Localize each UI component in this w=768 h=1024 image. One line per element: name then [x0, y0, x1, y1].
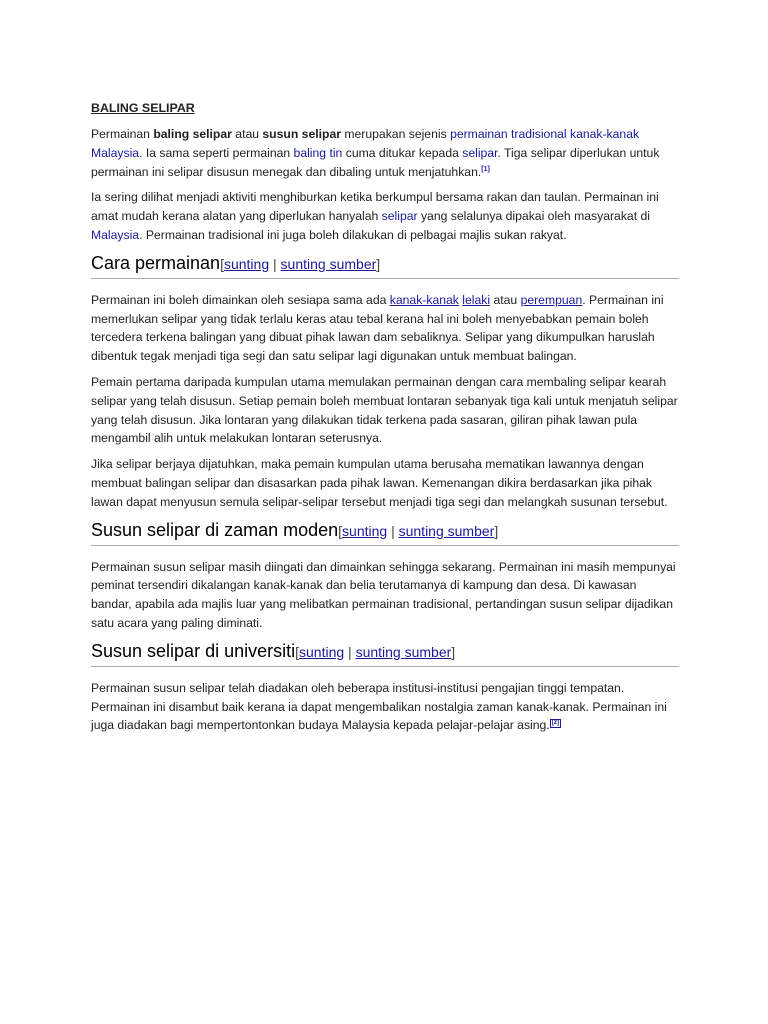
heading-text: Susun selipar di zaman moden	[91, 519, 339, 540]
text: Permainan	[91, 127, 154, 141]
cara-paragraph-1	[91, 291, 679, 366]
text: . Permainan tradisional ini juga boleh dilakukan di pelbagai majlis sukan rakyat.	[139, 227, 567, 242]
cara-paragraph-2: Pemain pertama daripada kumpulan utama memulakan permainan dengan cara membaling selipar kearah selipar yang telah disusun. Setiap pemain boleh membuat lontaran sebanyak tiga kali untuk menjatuh selipar yang telah disusun. Jika lontaran yang dilakukan tidak terkena pada sasaran, giliran pihak lawan pula mengambil alih untuk melakukan lontaran seterusnya.	[91, 374, 678, 446]
bold-term-baling-selipar: baling selipar	[153, 127, 232, 141]
edit-links	[295, 644, 455, 660]
text: cuma ditukar kepada	[342, 145, 463, 160]
edit-source-link[interactable]: sunting sumber	[355, 643, 452, 660]
link-perempuan[interactable]: perempuan	[520, 292, 583, 307]
link-malaysia[interactable]: Malaysia	[91, 227, 140, 242]
link-lelaki[interactable]: lelaki	[462, 292, 491, 307]
reference-2[interactable]: [2]	[551, 720, 560, 727]
intro-paragraph-1	[91, 125, 679, 181]
article-body	[91, 99, 679, 742]
bold-term-susun-selipar: susun selipar	[262, 127, 341, 141]
text: . Permainan ini memerlukan selipar yang tidak terlalu keras atau tebal kerana hal ini boleh menyebabkan pemain boleh tercedera terkena balingan yang dibuat pihak lawan dam sebaliknya. Selipar yang dikumpulkan haruslah dibentuk tegak menjadi tiga segi dan satu selipar lagi digunakan untuk membuat balingan.	[91, 292, 664, 364]
bracket: ]	[376, 255, 381, 272]
edit-links	[338, 523, 498, 539]
text: Permainan susun selipar telah diadakan oleh beberapa institusi-institusi pengajian tinggi tempatan. Permainan ini disambut baik kerana ia dapat mengembalikan nostalgia zaman kanak-kanak. Permainan ini juga diadakan bagi mempertontonkan budaya Malaysia kepada pelajar-pelajar asing.	[91, 680, 667, 733]
intro-paragraph-2	[91, 188, 679, 244]
bracket: [	[220, 255, 224, 272]
bracket: ]	[494, 522, 499, 539]
section-heading-cara-permainan	[91, 252, 679, 279]
text: merupakan sejenis	[340, 127, 451, 141]
text: Permainan ini boleh dimainkan oleh sesiapa sama ada	[91, 292, 390, 307]
separator: |	[387, 522, 399, 539]
edit-source-link[interactable]: sunting sumber	[280, 255, 377, 272]
text: . Ia sama seperti permainan	[139, 145, 294, 160]
text: . Tiga selipar diperlukan untuk permainan ini selipar disusun menegak dan dibaling untuk menjatuhkan.	[91, 145, 660, 179]
bracket: ]	[451, 643, 456, 660]
cara-paragraph-3: Jika selipar berjaya dijatuhkan, maka pemain kumpulan utama berusaha mematikan lawannya dengan membuat balingan selipar dan disasarkan pada pihak lawan. Kemenangan dikira berdasarkan jika pihak lawan dapat menyusun semula selipar-selipar tersebut menjadi tiga segi dan melangkah susunan tersebut.	[91, 457, 668, 509]
text: yang selalunya dipakai oleh masyarakat di	[417, 209, 650, 224]
link-baling-tin[interactable]: baling tin	[293, 145, 343, 160]
moden-paragraph-1: Permainan susun selipar masih diingati dan dimainkan sehingga sekarang. Permainan ini masih mempunyai peminat tersendiri dikalangan kanak-kanak dan belia terutamanya di kampung dan desa. Di kawasan bandar, apabila ada majlis luar yang melibatkan permainan tradisional, pertandingan susun selipar dijadikan satu acara yang paling diminati.	[91, 559, 676, 630]
section-heading-zaman-moden	[91, 519, 679, 546]
link-selipar[interactable]: selipar	[462, 145, 498, 160]
edit-source-link[interactable]: sunting sumber	[398, 522, 495, 539]
heading-text: Susun selipar di universiti	[91, 640, 296, 661]
edit-link[interactable]: sunting	[223, 255, 270, 272]
text: Ia sering dilihat menjadi aktiviti menghiburkan ketika berkumpul bersama rakan dan taulan. Permainan ini amat mudah kerana alatan yang diperlukan hanyalah	[91, 190, 659, 224]
bracket: [	[338, 522, 343, 539]
link-permainan-tradisional[interactable]: permainan tradisional kanak-kanak Malaysia	[91, 127, 640, 160]
universiti-paragraph-1	[91, 679, 679, 735]
reference-1[interactable]: [1]	[481, 165, 490, 173]
edit-link[interactable]: sunting	[342, 522, 388, 539]
separator: |	[269, 255, 281, 272]
section-heading-universiti	[91, 640, 679, 667]
text: atau	[490, 292, 521, 307]
page-title: BALING SELIPAR	[91, 101, 195, 115]
link-kanak-kanak[interactable]: kanak-kanak	[389, 292, 459, 307]
edit-link[interactable]: sunting	[299, 643, 345, 660]
text: atau	[231, 127, 263, 141]
separator: |	[344, 643, 356, 660]
bracket: [	[295, 643, 299, 660]
edit-links	[220, 256, 380, 272]
link-selipar-2[interactable]: selipar	[381, 209, 418, 224]
heading-text: Cara permainan	[91, 252, 221, 273]
